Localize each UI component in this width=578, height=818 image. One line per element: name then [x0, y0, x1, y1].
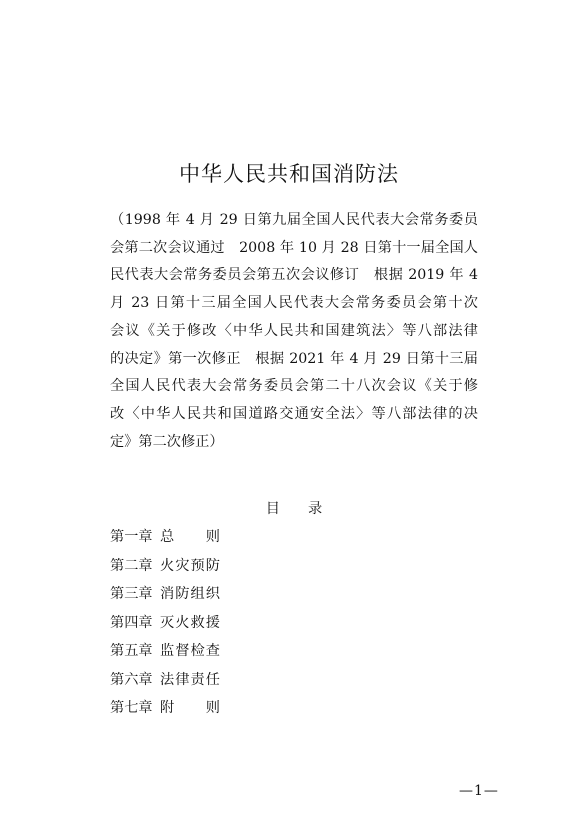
chapter-number: 第六章 — [110, 671, 153, 688]
document-title: 中华人民共和国消防法 — [179, 162, 399, 186]
preamble-line: 改〈中华人民共和国道路交通安全法〉等八部法律的决 — [110, 405, 478, 422]
toc-item — [110, 642, 478, 671]
toc-item — [110, 528, 478, 557]
toc-list — [110, 528, 478, 728]
page-number: —1— — [459, 783, 499, 799]
toc-heading-char: 录 — [308, 501, 323, 517]
chapter-number: 第三章 — [110, 586, 153, 602]
chapter-title: 消防组织 — [160, 586, 220, 602]
chapter-title: 监督检查 — [160, 643, 220, 659]
chapter-title: 附 则 — [160, 700, 220, 716]
preamble-line: （1998 年 4 月 29 日第九届全国人民代表大会常务委员 — [110, 212, 478, 228]
toc-item — [110, 699, 478, 728]
chapter-number: 第四章 — [110, 614, 153, 631]
toc-item — [110, 671, 478, 700]
preamble-line: 定》第二次修正） — [110, 433, 224, 450]
chapter-number: 第五章 — [110, 643, 153, 659]
chapter-title: 法律责任 — [160, 671, 220, 688]
chapter-number: 第七章 — [110, 700, 153, 716]
toc-item — [110, 614, 478, 643]
preamble-line: 的决定》第一次修正 根据 2021 年 4 月 29 日第十三届 — [110, 350, 478, 367]
preamble-line: 会议《关于修改〈中华人民共和国建筑法〉等八部法律 — [110, 322, 478, 339]
law-preamble — [110, 207, 478, 456]
table-of-contents — [110, 500, 478, 728]
preamble-line: 全国人民代表大会常务委员会第二十八次会议《关于修 — [110, 378, 478, 395]
preamble-line: 会第二次会议通过 2008 年 10 月 28 日第十一届全国人 — [110, 239, 478, 256]
preamble-line: 月 23 日第十三届全国人民代表大会常务委员会第十次 — [110, 295, 478, 312]
chapter-number: 第二章 — [110, 557, 153, 574]
toc-heading — [110, 500, 478, 528]
toc-heading-char: 目 — [265, 501, 280, 517]
preamble-line: 民代表大会常务委员会第五次会议修订 根据 2019 年 4 — [110, 267, 478, 284]
toc-item — [110, 585, 478, 614]
chapter-title: 灭火救援 — [160, 614, 220, 631]
toc-item — [110, 557, 478, 586]
chapter-number: 第一章 — [110, 529, 153, 545]
chapter-title: 火灾预防 — [160, 557, 220, 574]
chapter-title: 总 则 — [160, 529, 220, 545]
